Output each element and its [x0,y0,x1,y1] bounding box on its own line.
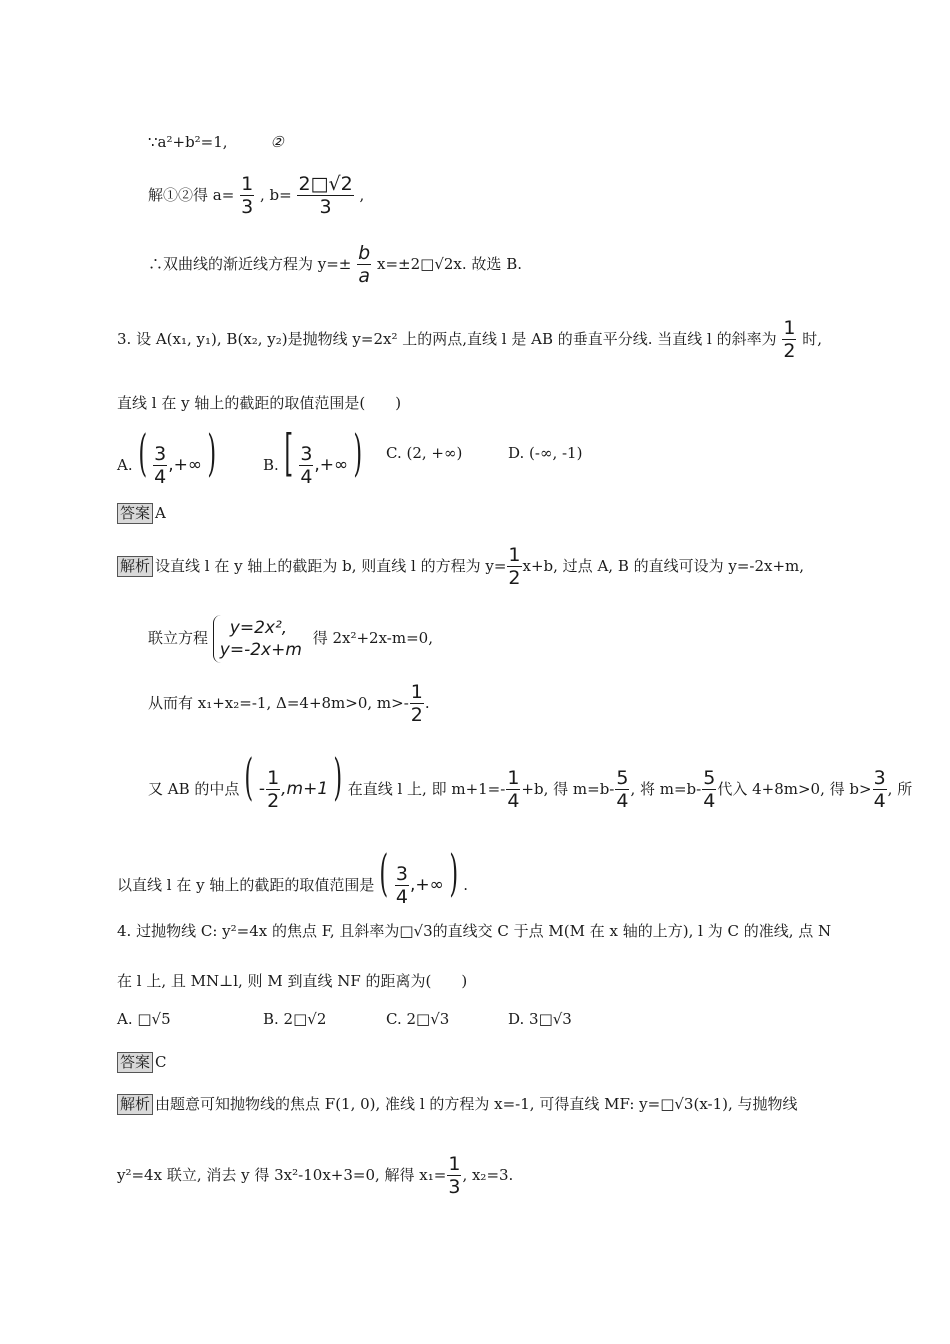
minus-sign: - [258,779,266,799]
a2-tail: 得 2x²+2x-m=0, [312,629,433,647]
q4-stem-line-1: 4. 过抛物线 C: y²=4x 的焦点 F, 且斜率为□√3的直线交 C 于点 M(M 在 x 轴的上方), l 为 C 的准线, 点 N [117,922,832,940]
left-paren: ( [137,424,147,482]
a4-mid1: 在直线 l 上, 即 m+1=- [347,780,506,798]
right-paren: ) [207,424,217,482]
q4-a2-prefix: y²=4x 联立, 消去 y 得 3x²-10x+3=0, 解得 x₁= [117,1166,447,1184]
option-label: A. [117,456,133,474]
a3-fraction [410,682,424,726]
analysis-tag: 解析 [117,1094,153,1115]
frac-den: 4 [616,790,629,812]
answer-value: C [155,1053,167,1071]
q3-slope-fraction [782,318,796,362]
frac-num: 5 [616,767,629,789]
a5-tail: ,+∞ [409,875,444,895]
frac-num: b [358,242,371,264]
right-paren: ) [333,748,343,806]
q3-line1-end: 时, [802,330,823,348]
prev-l2-suffix: , [359,186,365,204]
q4-answer [117,1052,167,1073]
answer-tag: 答案 [117,1052,153,1073]
frac-den: 4 [507,790,520,812]
frac-den: 4 [873,790,886,812]
frac-den: 4 [703,790,716,812]
q4-option-c[interactable]: C. 2□√3 [386,1010,450,1028]
q3-analysis-line-4 [148,748,913,812]
option-tail: ,+∞ [314,455,349,475]
frac-num: 1 [410,681,423,703]
frac-num: 3 [154,443,167,465]
analysis-tag: 解析 [117,556,153,577]
frac-num: 2□√2 [298,173,353,195]
q4-option-b[interactable]: B. 2□√2 [263,1010,327,1028]
q3-option-a[interactable] [117,424,222,488]
q4-stem-line-2: 在 l 上, 且 MN⊥l, 则 M 到直线 NF 的距离为( ) [117,972,468,990]
q3-line1-text: 3. 设 A(x₁, y₁), B(x₂, y₂)是抛物线 y=2x² 上的两点,直线 l 是 AB 的垂直平分线. 当直线 l 的斜率为 [117,330,777,348]
fraction-b [297,174,353,218]
a3-prefix: 从而有 x₁+x₂=-1, Δ=4+8m>0, m>- [148,694,409,712]
a1-fraction [507,545,521,589]
q4-a2-tail: , x₂=3. [462,1166,514,1184]
a4-fraction-1 [506,768,520,812]
q4-option-d[interactable]: D. 3□√3 [508,1010,572,1028]
q3-option-d[interactable]: D. (-∞, -1) [508,444,583,462]
option-label: B. [263,456,279,474]
left-bracket: [ [284,424,293,482]
frac-num: 1 [448,1153,461,1175]
left-paren: ( [379,844,389,902]
frac-num: 1 [508,544,521,566]
circled-marker: ② [270,133,284,151]
frac-den: 4 [154,466,167,488]
prev-line-1 [148,133,284,151]
frac-den: a [358,265,371,287]
frac-num: 3 [395,863,408,885]
frac-num: 1 [241,173,254,195]
a4-fraction-2 [615,768,629,812]
frac-num: 3 [300,443,313,465]
frac-den: 3 [448,1176,461,1198]
frac-num: 1 [507,767,520,789]
q3-stem-line-2: 直线 l 在 y 轴上的截距的取值范围是( ) [117,394,402,412]
frac-den: 2 [267,790,280,812]
answer-tag: 答案 [117,503,153,524]
option-a-fraction [153,444,167,488]
q4-analysis-line-2 [117,1154,513,1198]
a2-prefix: 联立方程 [148,629,209,647]
system-eq-2: y=-2x+m [219,640,302,660]
q3-option-c[interactable]: C. (2, +∞) [386,444,463,462]
prev-l3-prefix: ∴双曲线的渐近线方程为 y=± [148,255,352,273]
left-paren: ( [244,748,254,806]
a4-mid4: 代入 4+8m>0, 得 b> [717,780,872,798]
a4-fraction-3 [702,768,716,812]
a1-text: 设直线 l 在 y 轴上的截距为 b, 则直线 l 的方程为 y= [155,557,507,575]
frac-den: 4 [395,886,408,908]
frac-den: 2 [508,567,521,589]
frac-den: 3 [241,196,254,218]
frac-den: 3 [319,196,332,218]
a3-tail: . [424,694,430,712]
q4-a2-fraction [447,1154,461,1198]
option-tail: ,+∞ [168,455,203,475]
equation-system [213,615,308,663]
a4-tail: , 所 [887,780,913,798]
prev-l1-text: ∵a²+b²=1, [148,133,228,151]
frac-den: 2 [410,704,423,726]
frac-num: 5 [703,767,716,789]
option-b-fraction [299,444,313,488]
right-paren: ) [449,844,458,902]
right-paren: ) [353,424,363,482]
q3-analysis-line-3 [148,682,430,726]
a4-prefix: 又 AB 的中点 [148,780,240,798]
a4-fraction-4 [873,768,887,812]
prev-l3-suffix: x=±2□√2x. 故选 B. [377,255,522,273]
prev-l2-mid: , b= [259,186,292,204]
frac-num: 1 [267,767,280,789]
q4-analysis-line-1 [117,1093,798,1115]
prev-line-3 [148,243,522,287]
a4-mid3: , 将 m=b- [630,780,702,798]
q3-answer [117,503,166,524]
midpoint-tail: ,m+1 [281,779,329,799]
q3-analysis-line-5 [117,844,469,908]
frac-num: 1 [783,317,796,339]
q3-analysis-line-1 [117,545,804,589]
a1-tail: x+b, 过点 A, B 的直线可设为 y=-2x+m, [522,557,805,575]
answer-value: A [155,504,166,522]
system-eq-1: y=2x², [229,618,288,638]
a4-mid2: +b, 得 m=b- [521,780,615,798]
q4-option-a[interactable]: A. □√5 [117,1010,171,1028]
q3-option-b[interactable] [263,424,368,488]
fraction-a [240,174,254,218]
q3-analysis-line-2 [148,615,433,663]
prev-l2-prefix: 解①②得 a= [148,186,235,204]
frac-den: 2 [783,340,796,362]
frac-num: 3 [873,767,886,789]
a5-prefix: 以直线 l 在 y 轴上的截距的取值范围是 [117,876,375,894]
q3-stem-line-1 [117,318,822,362]
q4-a1-text: 由题意可知抛物线的焦点 F(1, 0), 准线 l 的方程为 x=-1, 可得直线 MF: y=□√3(x-1), 与抛物线 [155,1095,798,1113]
midpoint-fraction [266,768,280,812]
frac-den: 4 [300,466,313,488]
a5-fraction [395,864,409,908]
prev-line-2 [148,174,364,218]
a5-end: . [463,876,469,894]
fraction-b-over-a [357,243,371,287]
